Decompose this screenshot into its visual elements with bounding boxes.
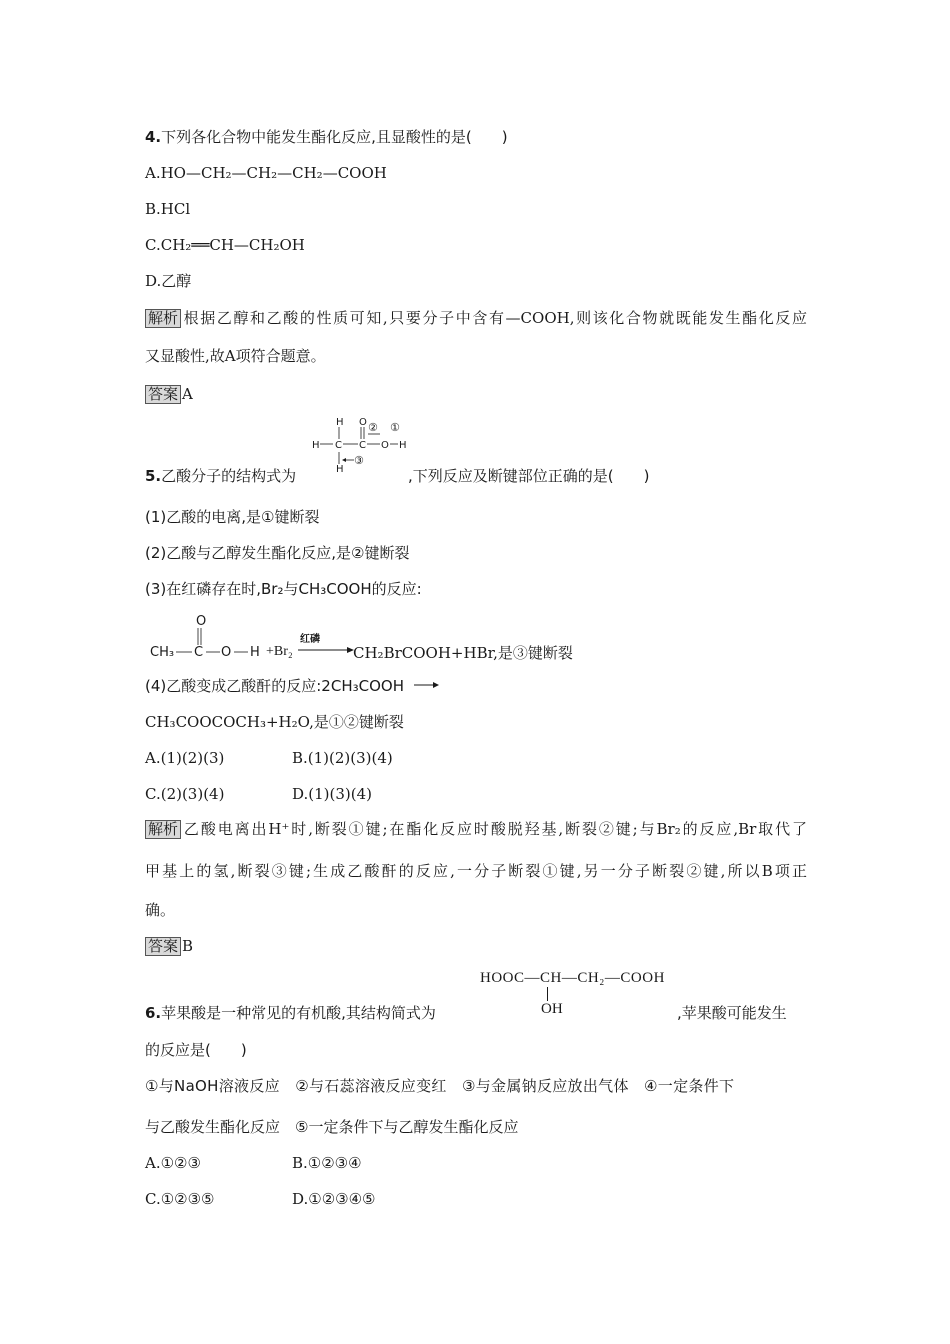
q4-number: 4. xyxy=(145,128,162,146)
reaction-arrow xyxy=(414,677,442,691)
acetic-acid-structure xyxy=(308,414,418,472)
q5-number: 5. xyxy=(145,467,162,485)
q6-stem-line2: 的反应是( ) xyxy=(145,1041,247,1059)
q6-items-line2: 与乙酸发生酯化反应 ⑤一定条件下与乙醇发生酯化反应 xyxy=(145,1118,519,1136)
q4-option-c[interactable]: C.CH₂══CH—CH₂OH xyxy=(145,236,305,254)
q6-stem-prefix: 苹果酸是一种常见的有机酸,其结构简式为 xyxy=(161,1004,436,1022)
q6-stem xyxy=(145,1003,436,1023)
answer-tag: 答案 xyxy=(145,937,181,956)
struct-h-bottom: H xyxy=(336,464,344,472)
q6-option-c[interactable]: C.①②③⑤ xyxy=(145,1190,215,1208)
eq-h: H xyxy=(250,645,260,660)
q4-option-b[interactable]: B.HCl xyxy=(145,200,191,218)
struct-c1: C xyxy=(335,440,342,451)
q5-item-2: (2)乙酸与乙醇发生酯化反应,是②键断裂 xyxy=(145,544,410,562)
q5-analysis-text1: 乙酸电离出H⁺时,断裂①键;在酯化反应时酸脱羟基,断裂②键;与Br₂的反应,Br取代了 xyxy=(182,820,807,838)
q5-item-4: (4)乙酸变成乙酸酐的反应:2CH₃COOH xyxy=(145,677,404,695)
q6-stem-suffix: ,苹果酸可能发生 xyxy=(677,1004,787,1022)
q4-analysis-line2: 又显酸性,故A项符合题意。 xyxy=(145,347,326,365)
q5-analysis-line1 xyxy=(145,818,807,839)
struct-o: O xyxy=(381,440,389,451)
q5-option-a[interactable]: A.(1)(2)(3) xyxy=(145,749,225,767)
q4-answer xyxy=(145,384,193,404)
struct-h-left: H xyxy=(312,440,320,451)
q4-stem-text: 下列各化合物中能发生酯化反应,且显酸性的是( ) xyxy=(161,128,508,146)
reaction-arrow-red-phosphorus xyxy=(298,632,358,656)
q6-option-a[interactable]: A.①②③ xyxy=(145,1154,201,1172)
q4-answer-value: A xyxy=(182,385,193,403)
q5-stem-suffix: ,下列反应及断键部位正确的是( ) xyxy=(408,467,650,485)
analysis-tag: 解析 xyxy=(145,309,181,328)
malic-acid-bond xyxy=(547,987,548,1001)
eq-products: CH₂BrCOOH+HBr,是③键断裂 xyxy=(353,644,573,662)
struct-o-top: O xyxy=(359,417,367,428)
q6-option-d[interactable]: D.①②③④⑤ xyxy=(292,1190,376,1208)
q4-analysis-text1: 根据乙醇和乙酸的性质可知,只要分子中含有—COOH,则该化合物就既能发生酯化反应 xyxy=(182,309,807,327)
q5-analysis-line3: 确。 xyxy=(145,901,176,919)
q5-stem-prefix: 乙酸分子的结构式为 xyxy=(161,467,297,485)
bromination-reactant-structure xyxy=(148,612,268,664)
q4-option-d[interactable]: D.乙醇 xyxy=(145,272,192,290)
q5-option-c[interactable]: C.(2)(3)(4) xyxy=(145,785,225,803)
q5-item-4-line2: CH₃COOCOCH₃+H₂O,是①②键断裂 xyxy=(145,713,404,731)
analysis-tag: 解析 xyxy=(145,820,181,839)
struct-c2: C xyxy=(359,440,366,451)
struct-cut-1: ① xyxy=(390,421,400,434)
struct-cut-2: ② xyxy=(368,421,378,434)
q5-option-b[interactable]: B.(1)(2)(3)(4) xyxy=(292,749,393,767)
q6-option-b[interactable]: B.①②③④ xyxy=(292,1154,362,1172)
q4-analysis-line1 xyxy=(145,307,807,328)
struct-cut-3: ③ xyxy=(354,454,364,467)
q5-analysis-line2: 甲基上的氢,断裂③键;生成乙酸酐的反应,一分子断裂①键,另一分子断裂②键,所以B项正 xyxy=(145,862,807,880)
q6-number: 6. xyxy=(145,1004,162,1022)
q5-answer xyxy=(145,936,193,956)
arrow-head-icon xyxy=(433,682,439,688)
struct-h-top: H xyxy=(336,417,344,428)
eq-o: O xyxy=(221,645,232,660)
eq-plus-br2: +Br₂ xyxy=(266,644,293,659)
struct-h-right: H xyxy=(399,440,407,451)
q5-answer-value: B xyxy=(182,937,194,955)
answer-tag: 答案 xyxy=(145,385,181,404)
q4-stem xyxy=(145,127,508,147)
q5-item-1: (1)乙酸的电离,是①键断裂 xyxy=(145,508,320,526)
eq-o-top: O xyxy=(196,614,207,629)
eq-c: C xyxy=(194,645,204,660)
q5-item-3: (3)在红磷存在时,Br₂与CH₃COOH的反应: xyxy=(145,580,422,598)
eq-catalyst: 红磷 xyxy=(300,634,320,645)
q5-option-d[interactable]: D.(1)(3)(4) xyxy=(292,785,373,803)
q4-option-a[interactable]: A.HO—CH₂—CH₂—CH₂—COOH xyxy=(145,164,387,182)
eq-ch3: CH₃ xyxy=(150,645,175,660)
q6-items-line1: ①与NaOH溶液反应 ②与石蕊溶液反应变红 ③与金属钠反应放出气体 ④一定条件下 xyxy=(145,1077,735,1095)
q5-stem xyxy=(145,466,296,486)
malic-acid-oh: OH xyxy=(541,1001,563,1017)
malic-acid-structure: HOOC—CH—CH₂—COOH xyxy=(480,970,665,986)
